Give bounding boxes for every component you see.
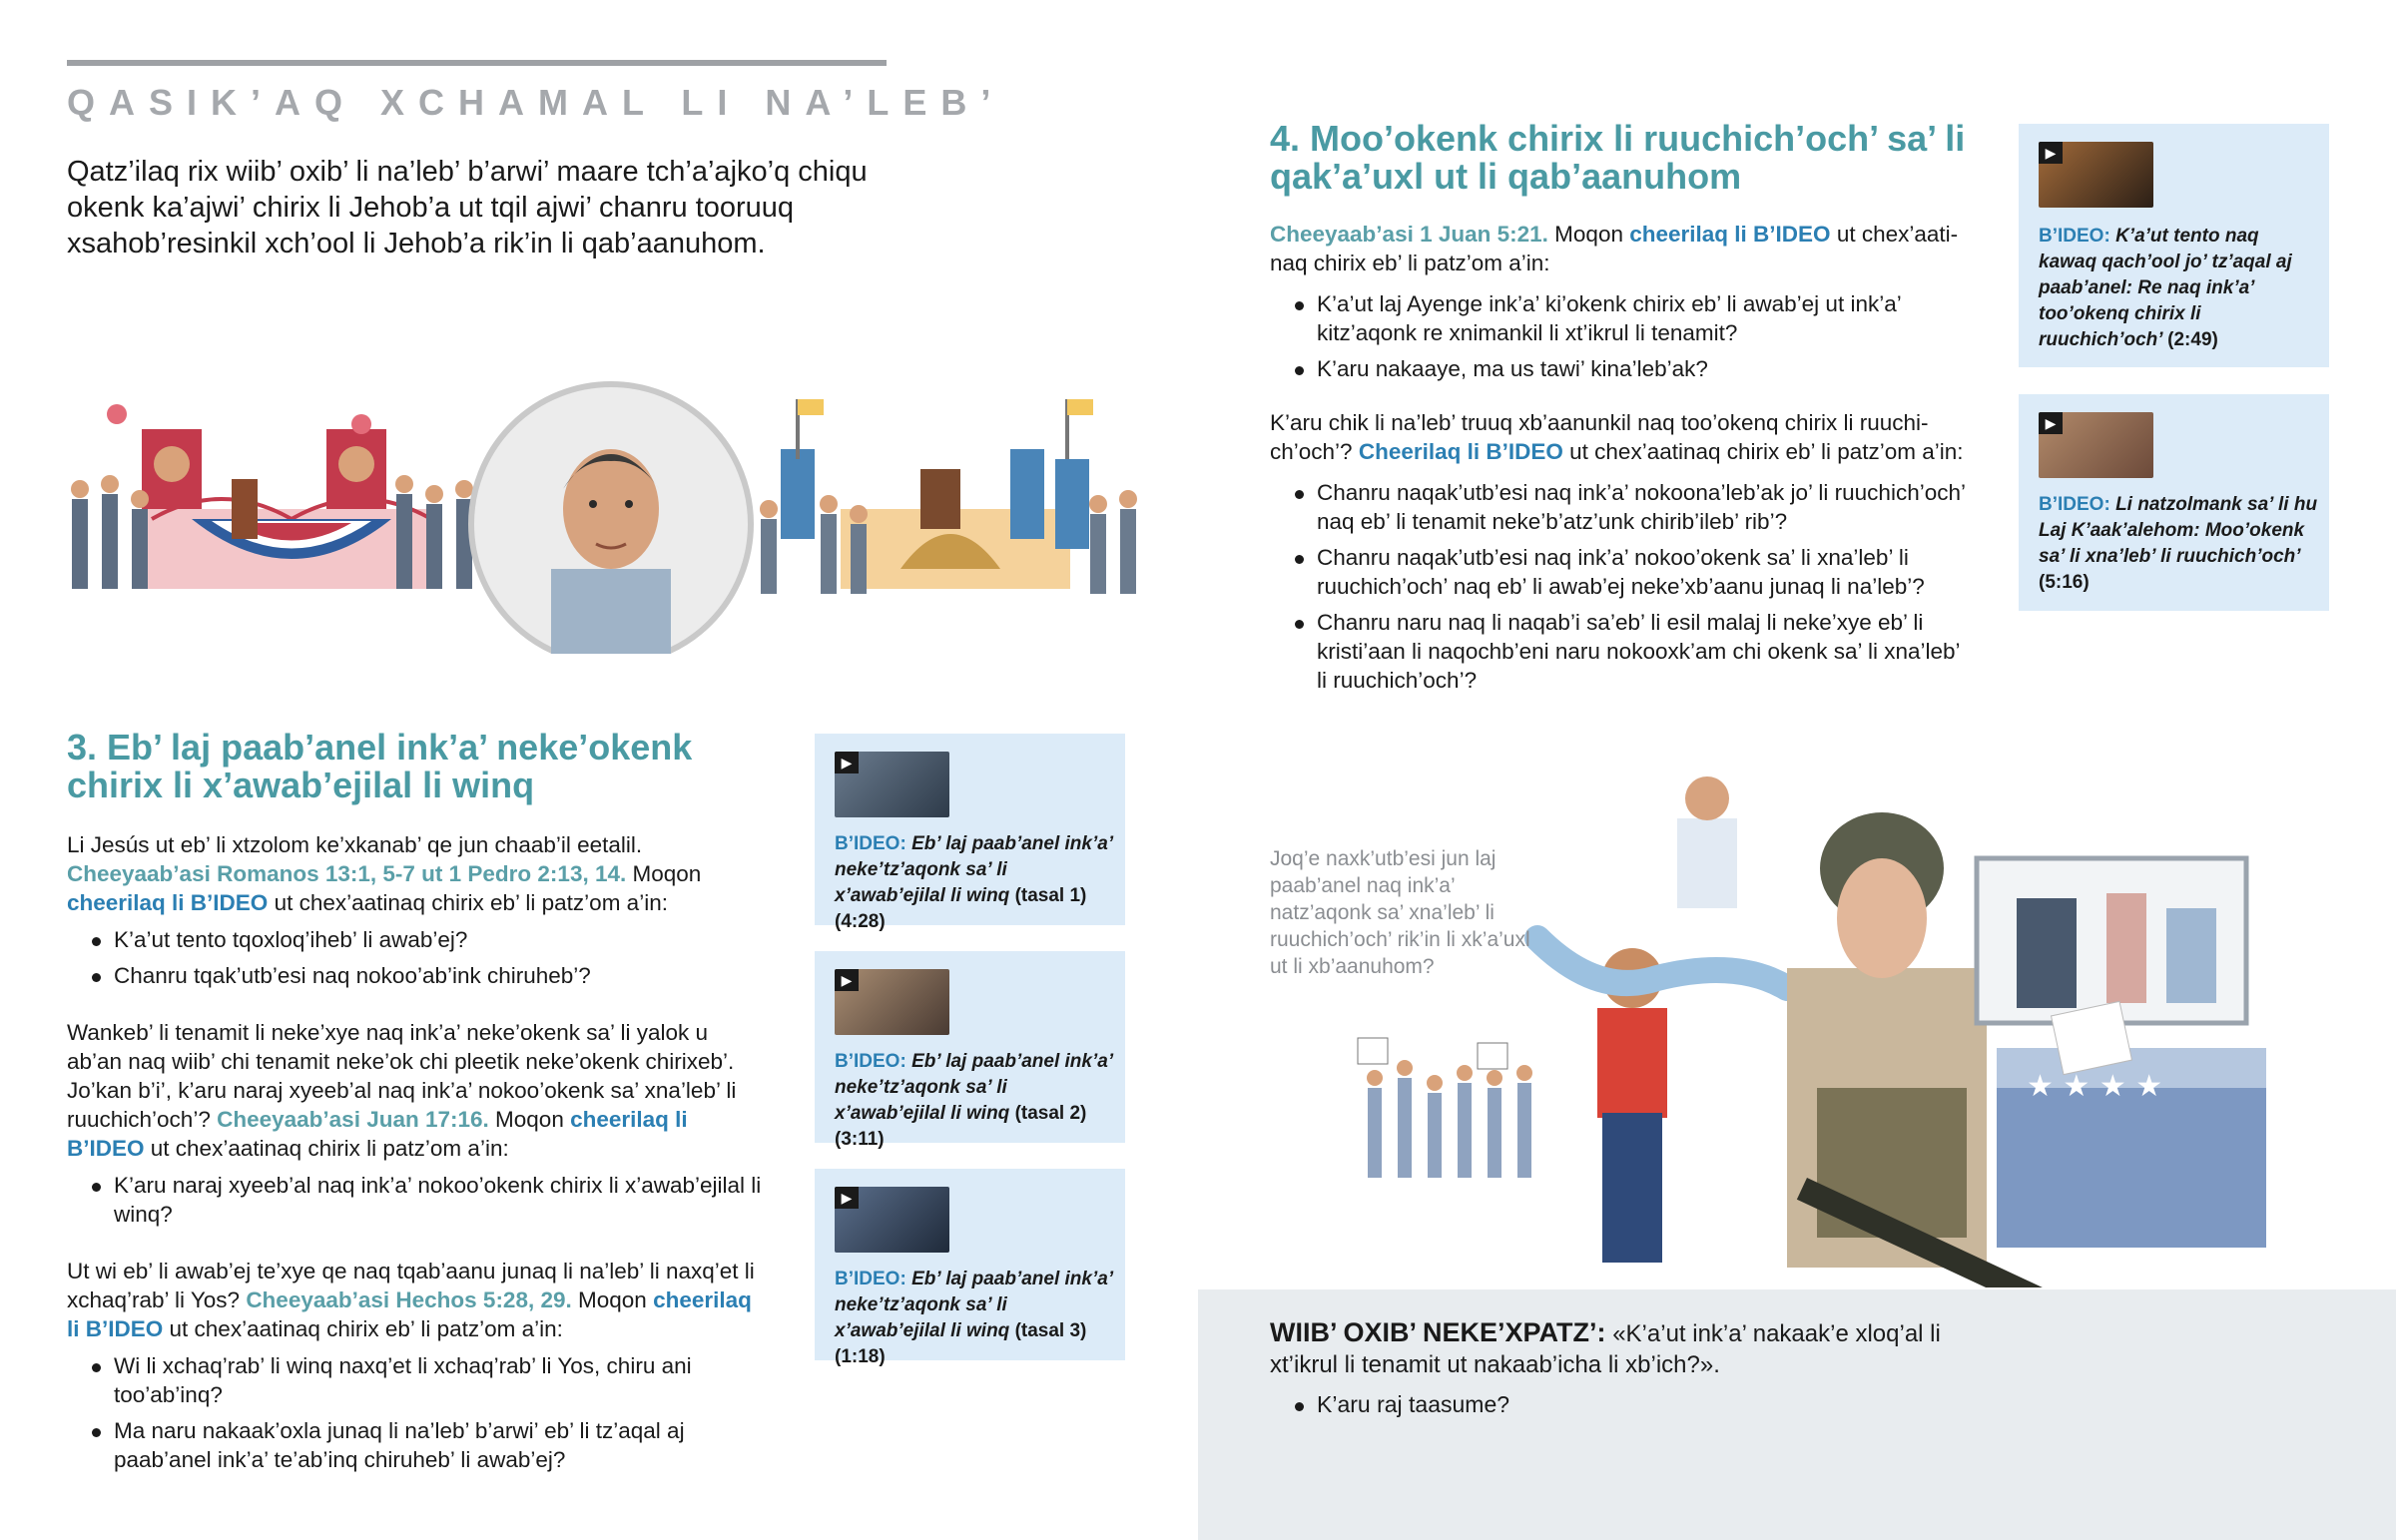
scripture-reference[interactable]: Cheeyaab’asi 1 Juan 5:21. (1270, 222, 1548, 247)
video-caption (835, 1267, 1114, 1370)
video-thumbnail[interactable] (2039, 412, 2153, 478)
video-title[interactable]: Eb’ laj paab’anel ink’a’ neke’tz’aqonk sa’ li x’awab’ejilal li winq (835, 1051, 1113, 1124)
paragraph-text: ut chex’aatinaq chirix eb’ li patz’om a’in: (274, 890, 668, 915)
scripture-reference[interactable]: Cheeyaab’asi Hechos 5:28, 29. (246, 1287, 572, 1312)
intro-paragraph: Qatz’ilaq rix wiib’ oxib’ li na’leb’ b’arwi’ maare tch’a’ajko’q chiqu okenk ka’ajwi’ chirix li Jehob’a ut tqil ajwi’ chanru tooruuq xsahob’resinkil xch’ool li Jehob’a rik’in li qab’aanuhom. (67, 156, 868, 259)
question-list (1270, 289, 1969, 383)
question-item: K’aru raj taasume? (1270, 1390, 2009, 1419)
video-link[interactable]: cheerilaq li B’IDEO (67, 1287, 752, 1341)
question-list (67, 925, 766, 990)
man-figure (1677, 776, 1737, 908)
question-item: Wi li xchaq’rab’ li winq naxq’et li xchaq’rab’ li Yos, chiru ani too’ab’inq? (67, 1351, 766, 1409)
paragraph-text: Li Jesús ut eb’ li xtzolom ke’xkanab’ qe jun chaab’il eetalil. (67, 832, 643, 857)
video-thumbnail[interactable] (835, 1187, 949, 1253)
play-icon[interactable]: ▶ (835, 969, 859, 991)
video-thumbnail[interactable] (2039, 142, 2153, 208)
video-meta: (tasal 3) (1:18) (835, 1320, 1087, 1367)
ballot-box (1997, 1001, 2266, 1248)
video-link[interactable]: cheerilaq li B’IDEO (1629, 222, 1831, 247)
question-item: Ma naru nakaak’oxla junaq li na’leb’ b’arwi’ eb’ li tz’aqal aj paab’anel ink’a’ te’ab’inq chiruheb’ li awab’ej? (67, 1416, 766, 1474)
video-box-2[interactable] (815, 951, 1125, 1150)
paragraph-text: Moqon (1554, 222, 1623, 247)
section-3-heading: 3. Eb’ laj paab’anel ink’a’ neke’okenk chirix li x’awab’ejilal li winq (67, 727, 693, 805)
question-item: K’a’ut laj Ayenge ink’a’ ki’okenk chirix eb’ li awab’ej ut ink’a’ kitz’aqonk re xnimankil li xt’ikrul li tenamit? (1270, 289, 1969, 347)
video-thumbnail[interactable] (835, 969, 949, 1035)
question-list (67, 1171, 766, 1229)
paragraph-text: Ut wi eb’ li awab’ej te’xye qe naq tqab’aanu junaq li na’leb’ li naxq’et li xchaq’rab’ li Yos? (67, 1259, 755, 1312)
video-label: B’IDEO: (835, 833, 906, 854)
play-icon[interactable]: ▶ (2039, 412, 2063, 434)
top-rule (67, 60, 887, 66)
svg-text:★ ★ ★ ★: ★ ★ ★ ★ (2027, 1069, 2163, 1104)
question-item: Chanru tqak’utb’esi naq nokoo’ab’ink chiruheb’? (67, 961, 766, 990)
video-label: B’IDEO: (835, 1051, 906, 1072)
section-3-paragraph-2 (67, 1018, 766, 1163)
left-rally-scene (71, 404, 473, 589)
question-item: Chanru naru naq li naqab’i sa’eb’ li esil malaj li neke’xye eb’ li kristi’aan li naqochb’eni naru nokooxk’am chi okenk sa’ li xna’leb’ li ruuchich’och’? (1270, 608, 1969, 695)
question-list (67, 1351, 766, 1474)
video-caption (2039, 224, 2318, 353)
discussion-text: «K’a’ut ink’a’ nakaak’e xloq’al li xt’ikrul li tenamit ut nakaab’icha li xb’ich?». (1270, 1320, 1941, 1378)
scripture-reference[interactable]: Cheeyaab’asi Juan 17:16. (217, 1107, 489, 1132)
video-meta: (tasal 2) (3:11) (835, 1103, 1087, 1150)
section-4-paragraph-2 (1270, 408, 1969, 466)
question-item: Chanru naqak’utb’esi naq ink’a’ nokoona’leb’ak jo’ li ruuchich’och’ naq eb’ li tenamit neke’b’atz’unk chirib’ileb’ rib’? (1270, 478, 1969, 536)
paragraph-text: Wankeb’ li tenamit li neke’xye naq ink’a’ neke’okenk sa’ li yalok u ab’an naq wiib’ chi tenamit neke’ok chi pleetik neke’okenk chirixeb’. Jo’kan b’i’, k’aru naraj xyeeb’al naq ink’a’ nokoo’okenk sa’ xna’leb’ li ruuchich’och’? (67, 1020, 737, 1132)
section-4-body (1270, 220, 1969, 695)
section-kicker: QASIK’AQ XCHAMAL LI NA’LEB’ (67, 82, 1005, 123)
video-title[interactable]: Eb’ laj paab’anel ink’a’ neke’tz’aqonk sa’ li x’awab’ejilal li winq (835, 833, 1113, 906)
question-item: K’a’ut tento tqoxloq’iheb’ li awab’ej? (67, 925, 766, 954)
right-rally-scene (760, 399, 1137, 594)
portrait-medallion (471, 384, 751, 654)
paragraph-text: Moqon (632, 861, 702, 886)
video-thumbnail[interactable] (835, 752, 949, 817)
video-meta: (tasal 1) (4:28) (835, 885, 1087, 932)
video-box-3[interactable] (815, 1169, 1125, 1367)
question-list (1270, 478, 1969, 695)
video-caption (835, 1049, 1114, 1153)
video-link[interactable]: Cheerilaq li B’IDEO (1358, 439, 1563, 464)
video-link[interactable]: cheerilaq li B’IDEO (67, 1107, 688, 1161)
paragraph-text: K’aru chik li na’leb’ truuq xb’aanunkil naq too’okenq chirix li ruuchich’och’? (1270, 410, 1929, 464)
paragraph-text: ut chex’aatinaq chirix eb’ li patz’om a’in: (1270, 222, 1959, 275)
video-link[interactable]: cheerilaq li B’IDEO (67, 890, 269, 915)
video-box-1[interactable] (815, 734, 1125, 932)
video-caption (2039, 492, 2323, 596)
video-meta: (5:16) (2039, 572, 2090, 593)
paragraph-text: ut chex’aatinaq chirix eb’ li patz’om a’in: (1569, 439, 1964, 464)
play-icon[interactable]: ▶ (835, 752, 859, 773)
video-title[interactable]: Eb’ laj paab’anel ink’a’ neke’tz’aqonk sa’ li x’awab’ejilal li winq (835, 1269, 1113, 1341)
video-box-4[interactable] (2019, 124, 2329, 367)
question-item: K’aru nakaaye, ma us tawi’ kina’leb’ak? (1270, 354, 1969, 383)
section-4-heading: 4. Moo’okenk chirix li ruuchich’och’ sa’ li qak’a’uxl ut li qab’aanuhom (1270, 118, 1966, 197)
neutrality-illustration (1338, 759, 2316, 1287)
video-caption (835, 831, 1114, 935)
section-4-paragraph-1 (1270, 220, 1969, 277)
scripture-reference[interactable]: Cheeyaab’asi Romanos 13:1, 5-7 ut 1 Pedro 2:13, 14. (67, 861, 627, 886)
video-title[interactable]: Li natzolmank sa’ li hu Laj K’aak’alehom: Moo’okenk sa’ li xna’leb’ li ruuchich’och’ (2039, 494, 2318, 567)
question-item: Chanru naqak’utb’esi naq ink’a’ nokoo’okenk sa’ li xna’leb’ li ruuchich’och’ naq eb’ li awab’ej neke’xb’aanu junaq li na’leb’? (1270, 543, 1969, 601)
play-icon[interactable]: ▶ (835, 1187, 859, 1209)
fan-figure (1537, 938, 1787, 1263)
video-meta: (2:49) (2167, 329, 2218, 350)
campaign-illustration (62, 369, 1160, 654)
question-item: K’aru naraj xyeeb’al naq ink’a’ nokoo’okenk chirix li x’awab’ejilal li winq? (67, 1171, 766, 1229)
illustration-caption: Joq’e naxk’utb’esi jun laj paab’anel naq ink’a’ natz’aqonk sa’ xna’leb’ li ruuchich’och’ rik’in li xk’a’uxl ut li xb’aanuhom? (1270, 847, 1530, 978)
section-3-paragraph-3 (67, 1257, 766, 1343)
section-3-body (67, 830, 766, 1474)
paragraph-text: ut chex’aatinaq chirix li patz’om a’in: (150, 1136, 509, 1161)
tv-screen (1977, 858, 2246, 1023)
paragraph-text: Moqon (578, 1287, 647, 1312)
discussion-question-list (1270, 1390, 2009, 1419)
video-label: B’IDEO: (2039, 226, 2110, 247)
protest-group (1358, 1038, 1532, 1178)
video-label: B’IDEO: (835, 1269, 906, 1289)
video-title[interactable]: K’a’ut tento naq kawaq qach’ool jo’ tz’aqal aj paab’anel: Re naq ink’a’ too’okenq chirix li ruuchich’och’ (2039, 226, 2292, 350)
paragraph-text: ut chex’aatinaq chirix eb’ li patz’om a’in: (169, 1316, 563, 1341)
paragraph-text: Moqon (495, 1107, 564, 1132)
play-icon[interactable]: ▶ (2039, 142, 2063, 164)
section-3-paragraph-1 (67, 830, 766, 917)
discussion-label: WIIB’ OXIB’ NEKE’XPATZ’: (1270, 1317, 1606, 1347)
video-box-5[interactable] (2019, 394, 2329, 611)
discussion-block (1270, 1317, 2009, 1419)
video-label: B’IDEO: (2039, 494, 2110, 515)
